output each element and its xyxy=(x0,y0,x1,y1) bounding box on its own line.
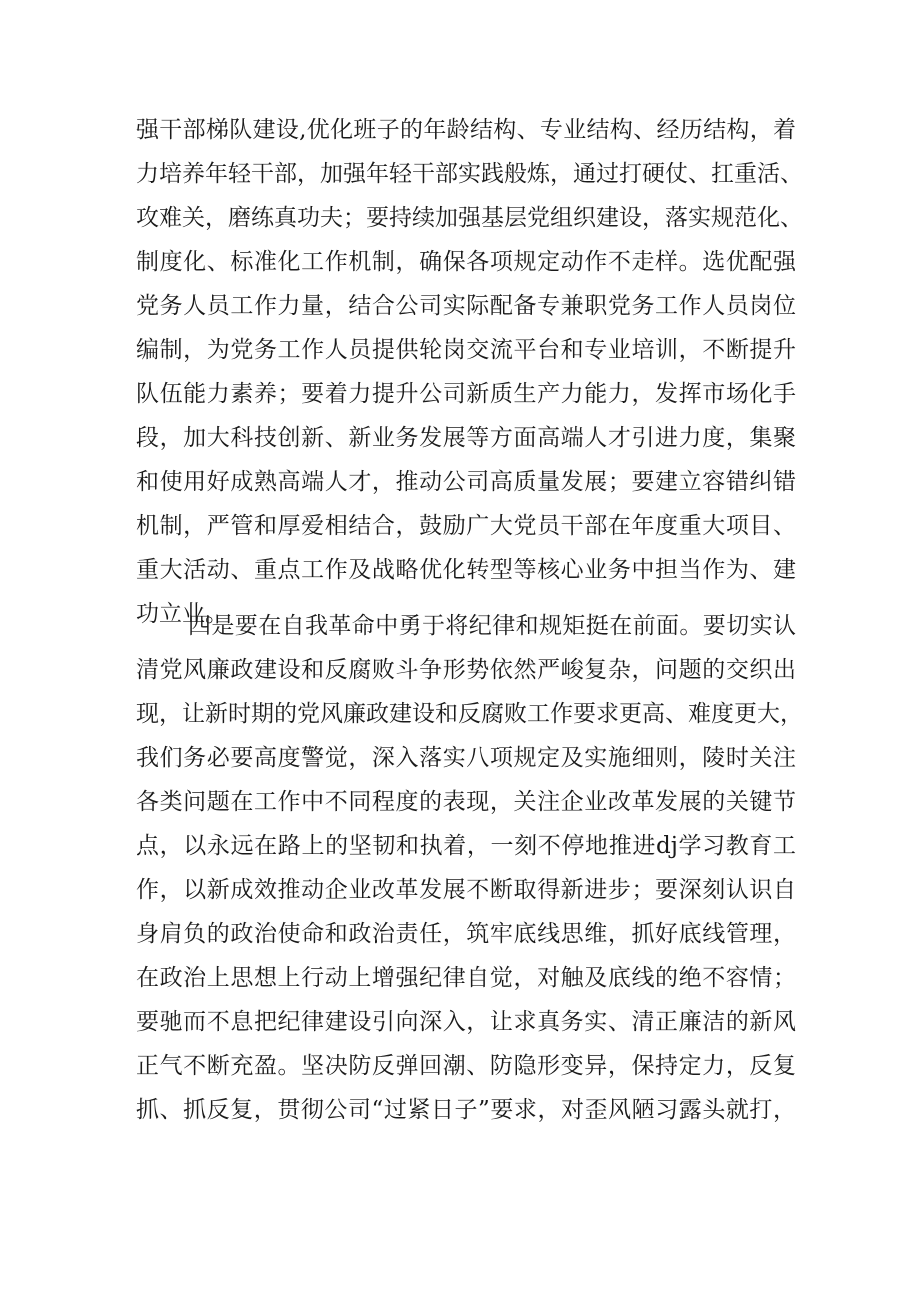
paragraph-line: 正气不断充盈。坚决防反弹回潮、防隐形变异，保持定力，反复 xyxy=(136,1053,796,1079)
paragraph-line: 制度化、标准化工作机制，确保各项规定动作不走样。选优配强 xyxy=(136,249,796,275)
paragraph-line: 身肩负的政治使命和政治责任，筑牢底线思维，抓好底线管理， xyxy=(136,921,796,947)
paragraph-line: 重大活动、重点工作及战略优化转型等核心业务中担当作为、建 xyxy=(136,557,796,583)
paragraph-line: 作，以新成效推动企业改革发展不断取得新进步；要深刻认识自 xyxy=(136,877,796,903)
paragraph-line: 党务人员工作力量，结合公司实际配备专兼职党务工作人员岗位 xyxy=(136,293,796,319)
paragraph-line: 队伍能力素养；要着力提升公司新质生产力能力，发挥市场化手 xyxy=(136,381,796,407)
paragraph-line: 我们务必要高度警觉，深入落实八项规定及实施细则，陵时关注 xyxy=(136,745,796,771)
paragraph-line: 机制，严管和厚爱相结合，鼓励广大党员干部在年度重大项目、 xyxy=(136,513,796,539)
paragraph-line: 编制，为党务工作人员提供轮岗交流平台和专业培训，不断提升 xyxy=(136,337,796,363)
paragraph-line: 力培养年轻干部，加强年轻干部实践般炼，通过打硬仗、扛重活、 xyxy=(136,161,803,187)
paragraph-1 xyxy=(136,108,803,636)
paragraph-line: 抓、抓反复，贯彻公司“过紧日子”要求，对歪风陋习露头就打， xyxy=(136,1097,796,1123)
paragraph-line: 段，加大科技创新、新业务发展等方面高端人才引进力度，集聚 xyxy=(136,425,796,451)
paragraph-line: 点，以永远在路上的坚韧和执着，一刻不停地推进dj学习教育工 xyxy=(136,833,796,859)
paragraph-2 xyxy=(136,604,803,1132)
paragraph-line: 清党风廉政建设和反腐败斗争形势依然严峻复杂，问题的交织出 xyxy=(136,657,796,683)
paragraph-line: 强干部梯队建设,优化班子的年龄结构、专业结构、经历结构，着 xyxy=(136,117,796,143)
paragraph-line: 功立业。 xyxy=(136,601,228,627)
paragraph-line: 现，让新时期的党风廉政建设和反腐败工作要求更高、难度更大， xyxy=(136,701,803,727)
paragraph-line: 在政治上思想上行动上增强纪律自觉，对触及底线的绝不容情； xyxy=(136,965,796,991)
paragraph-line: 攻难关，磨练真功夫；要持续加强基层党组织建设，落实规范化、 xyxy=(136,205,803,231)
paragraph-line: 各类问题在工作中不同程度的表现，关注企业改革发展的关键节 xyxy=(136,789,796,815)
paragraph-line: 四是要在自我革命中勇于将纪律和规矩挺在前面。要切实认 xyxy=(188,613,796,639)
paragraph-line: 和使用好成熟高端人才，推动公司高质量发展；要建立容错纠错 xyxy=(136,469,796,495)
paragraph-line: 要驰而不息把纪律建设引向深入，让求真务实、清正廉洁的新风 xyxy=(136,1009,796,1035)
